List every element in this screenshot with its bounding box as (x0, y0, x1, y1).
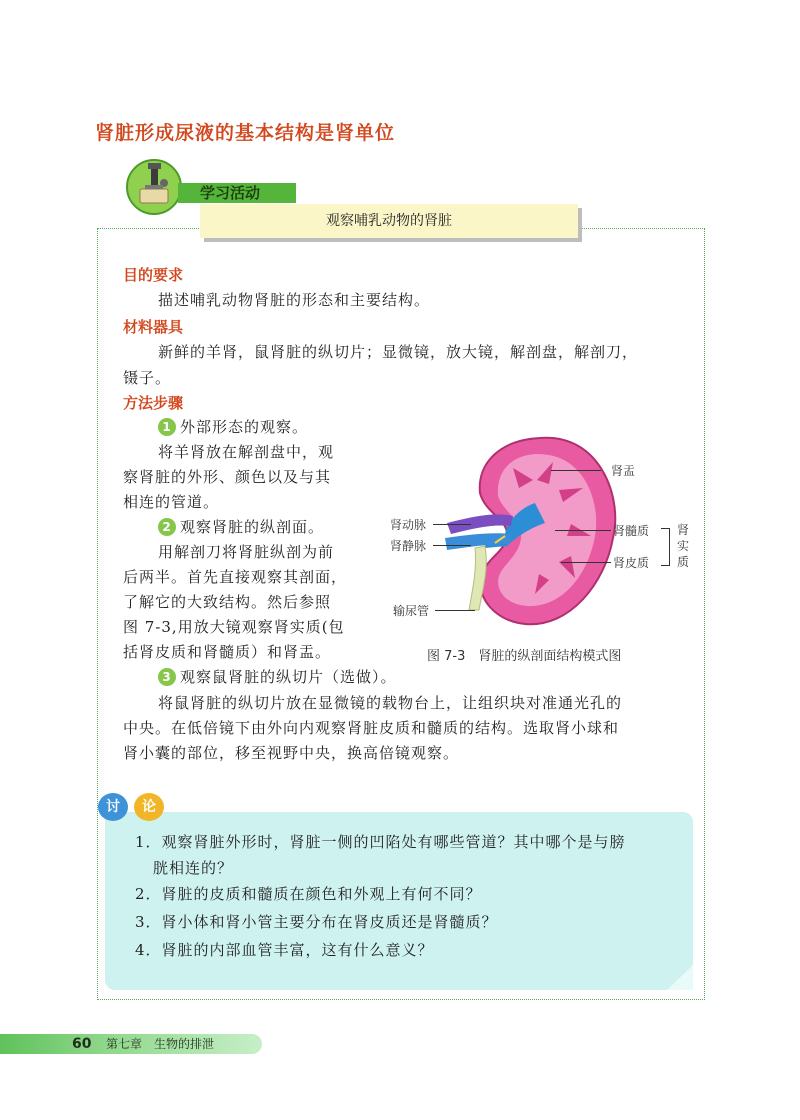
label-medulla: 肾髓质 (613, 524, 650, 538)
figure-caption: 图 7-3 肾脏的纵剖面结构模式图 (427, 649, 622, 664)
discussion-item: 3．肾小体和肾小管主要分布在肾皮质还是肾髓质？ (135, 913, 498, 931)
step-1-line: 相连的管道。 (123, 493, 220, 511)
leader-line (433, 545, 471, 546)
label-ureter: 输尿管 (393, 604, 430, 618)
step-2-line: 后两半。首先直接观察其剖面， (123, 568, 348, 586)
leader-line (433, 524, 471, 525)
methods-heading: 方法步骤 (123, 394, 184, 412)
step-1-line: 察肾脏的外形、颜色以及与其 (123, 468, 332, 486)
step-3-line: 中央。在低倍镜下由外向内观察肾脏皮质和髓质的结构。选取肾小球和 (123, 719, 620, 737)
purpose-heading: 目的要求 (123, 266, 184, 284)
discussion-tag-1: 讨 (98, 793, 128, 821)
discussion-item: 4．肾脏的内部血管丰富，这有什么意义？ (135, 941, 434, 959)
activity-badge-label: 学习活动 (200, 184, 261, 202)
step-3-title (158, 665, 397, 690)
activity-title: 观察哺乳动物的肾脏 (326, 213, 452, 229)
chapter-label: 第七章 生物的排泄 (106, 1037, 215, 1051)
step-number-badge: 1 (158, 418, 176, 436)
step-2-title-text: 观察肾脏的纵剖面。 (180, 518, 325, 536)
label-renal-artery: 肾动脉 (390, 518, 427, 532)
leader-line (555, 530, 611, 531)
activity-title-bar (200, 204, 578, 238)
discussion-box (105, 812, 693, 990)
leader-line (551, 470, 601, 471)
step-2-title (158, 515, 324, 540)
activity-badge (178, 183, 296, 203)
step-2-line: 括肾皮质和肾髓质）和肾盂。 (123, 643, 332, 661)
step-3-title-text: 观察鼠肾脏的纵切片（选做）。 (180, 668, 397, 686)
label-cortex: 肾皮质 (613, 556, 650, 570)
step-3-line: 肾小囊的部位，移至视野中央，换高倍镜观察。 (123, 744, 460, 762)
discussion-item: 1．观察肾脏外形时，肾脏一侧的凹陷处有哪些管道？其中哪个是与膀 (135, 833, 626, 851)
discussion-item: 2．肾脏的皮质和髓质在颜色和外观上有何不同？ (135, 885, 482, 903)
step-1-title (158, 415, 308, 440)
materials-line-2: 镊子。 (123, 369, 172, 387)
page-number: 60 (72, 1036, 92, 1052)
step-2-line: 图 7-3,用放大镜观察肾实质(包 (123, 618, 345, 636)
discussion-item: 胱相连的？ (153, 859, 234, 877)
materials-line-1: 新鲜的羊肾，鼠肾脏的纵切片；显微镜，放大镜，解剖盘，解剖刀， (158, 343, 639, 361)
step-2-line: 用解剖刀将肾脏纵剖为前 (158, 543, 335, 561)
discussion-tag-2: 论 (134, 793, 164, 821)
bracket (661, 528, 670, 566)
microscope-icon (124, 155, 184, 215)
label-renal-pelvis: 肾盂 (611, 464, 636, 478)
step-1-title-text: 外部形态的观察。 (180, 418, 309, 436)
leader-line (435, 610, 475, 611)
section-title: 肾脏形成尿液的基本结构是肾单位 (95, 122, 396, 144)
kidney-diagram (385, 428, 705, 633)
step-2-line: 了解它的大致结构。然后参照 (123, 593, 332, 611)
step-number-badge: 2 (158, 518, 176, 536)
step-number-badge: 3 (158, 668, 176, 686)
step-3-line: 将鼠肾脏的纵切片放在显微镜的载物台上，让组织块对准通光孔的 (158, 694, 623, 712)
kidney-illustration (385, 428, 705, 633)
leader-line (561, 562, 611, 563)
purpose-text: 描述哺乳动物肾脏的形态和主要结构。 (158, 291, 431, 309)
label-parenchyma: 肾实质 (677, 523, 690, 569)
materials-heading: 材料器具 (123, 318, 184, 336)
step-1-line: 将羊肾放在解剖盘中，观 (158, 443, 335, 461)
label-renal-vein: 肾静脉 (390, 539, 427, 553)
